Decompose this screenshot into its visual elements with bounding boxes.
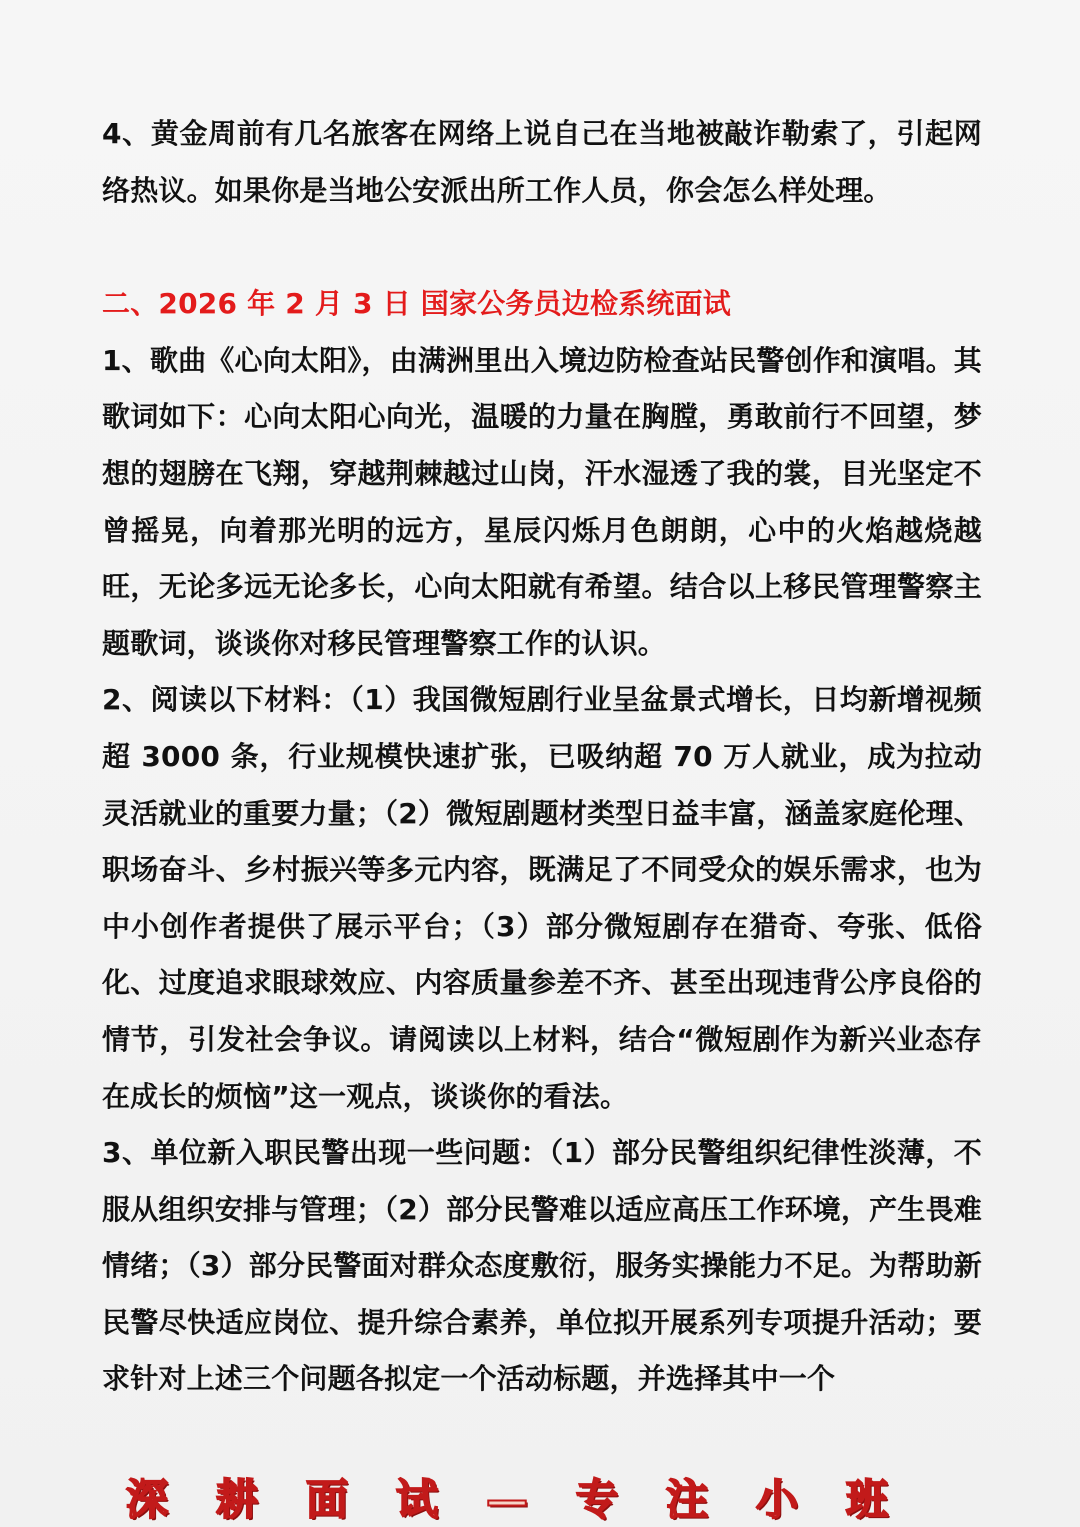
footer-char-7: 小 <box>755 1475 798 1524</box>
footer-banner <box>0 1470 1080 1527</box>
footer-char-4: 试 <box>395 1475 438 1524</box>
footer-char-1: 深 <box>125 1475 168 1524</box>
footer-char-8: 班 <box>845 1475 888 1524</box>
footer-char-6: 注 <box>665 1475 708 1524</box>
question-1: 1、歌曲《心向太阳》，由满洲里出入境边防检查站民警创作和演唱。其歌词如下：心向太阳心向光，温暖的力量在胸膛，勇敢前行不回望，梦想的翅膀在飞翔，穿越荆棘越过山岗，汗水湿透了我的裳，目光坚定不曾摇晃，向着那光明的远方，星辰闪烁月色朗朗，心中的火焰越烧越旺，无论多远无论多长，心向太阳就有希望。结合以上移民管理警察主题歌词，谈谈你对移民管理警察工作的认识。 <box>102 343 982 660</box>
footer-char-5: 专 <box>575 1475 618 1524</box>
footer-char-2: 耕 <box>215 1475 258 1524</box>
document-content <box>102 106 982 1408</box>
question-3: 3、单位新入职民警出现一些问题：（1）部分民警组织纪律性淡薄，不服从组织安排与管理；（2）部分民警难以适应高压工作环境，产生畏难情绪；（3）部分民警面对群众态度敷衍，服务实操能力不足。为帮助新民警尽快适应岗位、提升综合素养，单位拟开展系列专项提升活动；要求针对上述三个问题各拟定一个活动标题，并选择其中一个 <box>102 1136 982 1396</box>
intro-paragraph: 4、黄金周前有几名旅客在网络上说自己在当地被敲诈勒索了，引起网络热议。如果你是当地公安派出所工作人员，你会怎么样处理。 <box>102 117 982 207</box>
footer-dash: — <box>486 1475 528 1524</box>
question-2: 2、阅读以下材料：（1）我国微短剧行业呈盆景式增长，日均新增视频超 3000 条，行业规模快速扩张，已吸纳超 70 万人就业，成为拉动灵活就业的重要力量；（2）微短剧题材类型日益丰富，涵盖家庭伦理、职场奋斗、乡村振兴等多元内容，既满足了不同受众的娱乐需求，也为中小创作者提供了展示平台；（3）部分微短剧存在猎奇、夸张、低俗化、过度追求眼球效应、内容质量参差不齐、甚至出现违背公序良俗的情节，引发社会争议。请阅读以上材料，结合“微短剧作为新兴业态存在成长的烦恼”这一观点，谈谈你的看法。 <box>102 683 982 1113</box>
footer-char-3: 面 <box>305 1475 348 1524</box>
section-heading: 二、2026 年 2 月 3 日 国家公务员边检系统面试 <box>102 287 731 321</box>
